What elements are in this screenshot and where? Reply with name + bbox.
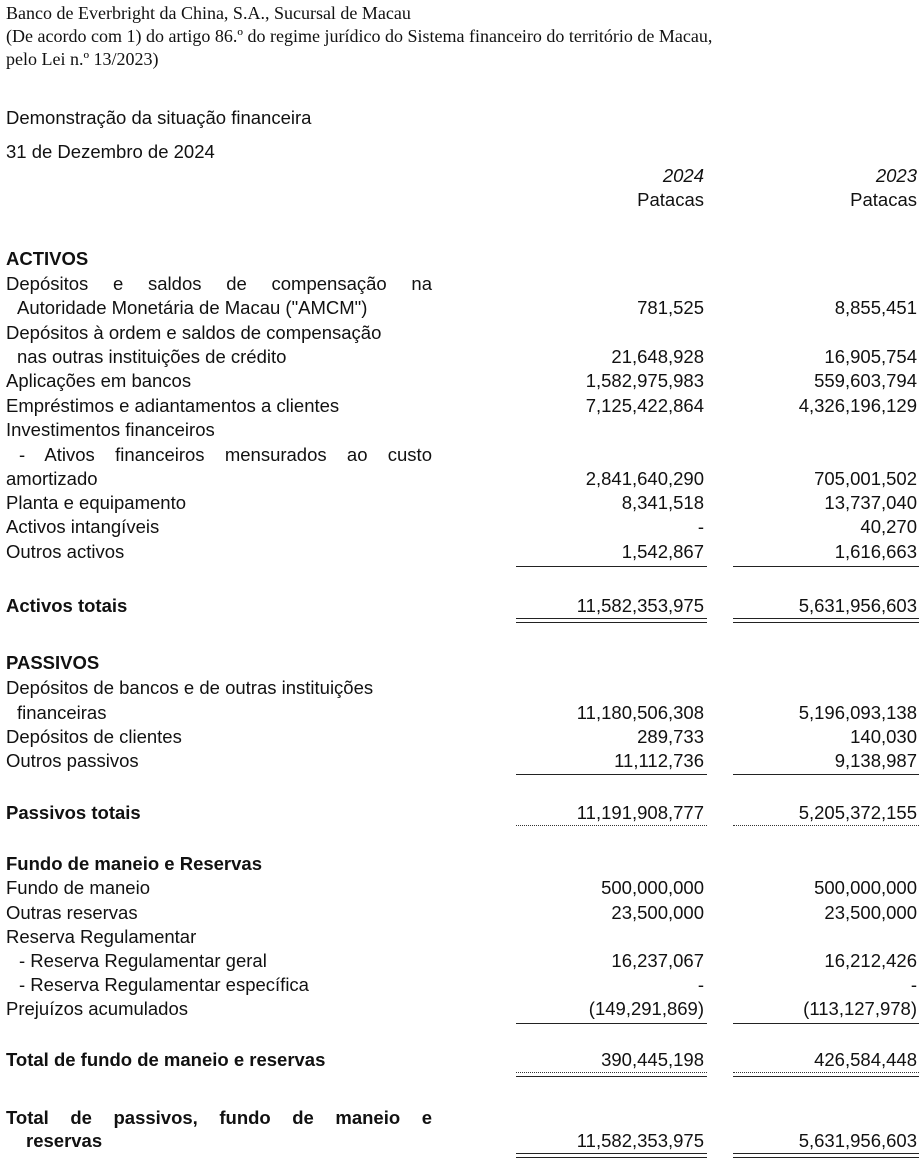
row-other-reserves-2024: 23,500,000	[611, 902, 704, 923]
row-working-fund-label: Fundo de maneio	[6, 877, 150, 898]
row-loans-label: Empréstimos e adiantamentos a clientes	[6, 395, 340, 416]
total-dotted-rule-2023	[733, 825, 919, 826]
total-liabilities-2024: 11,191,908,777	[576, 802, 704, 823]
total-double-rule-2023	[733, 1072, 919, 1077]
total-assets-label: Activos totais	[6, 595, 128, 616]
total-assets-2024: 11,582,353,975	[576, 595, 704, 616]
row-bank-placements-2024: 1,582,975,983	[585, 370, 704, 391]
document-header	[6, 2, 906, 71]
row-loans-2023: 4,326,196,129	[798, 395, 917, 416]
row-other-assets-label: Outros activos	[6, 541, 125, 562]
total-liabilities-2023: 5,205,372,155	[798, 802, 917, 823]
grand-total-2023: 5,631,956,603	[798, 1130, 917, 1151]
total-dotted-rule-2024	[516, 825, 707, 826]
subtotal-rule-2023	[733, 1023, 919, 1024]
row-general-reserve-label: - Reserva Regulamentar geral	[19, 950, 267, 971]
row-amortized-cost-2024: 2,841,640,290	[585, 468, 704, 489]
row-customer-deposits-label: Depósitos de clientes	[6, 726, 182, 747]
total-liabilities-label: Passivos totais	[6, 802, 141, 823]
row-amcm-2024: 781,525	[637, 297, 704, 318]
row-accumulated-losses-2024: (149,291,869)	[588, 998, 704, 1019]
total-double-rule-2023	[733, 618, 919, 623]
total-double-rule-2024	[516, 618, 707, 623]
liabilities-heading: PASSIVOS	[6, 652, 100, 673]
total-funds-2024: 390,445,198	[601, 1049, 704, 1070]
row-bank-deposits-label-1: Depósitos de bancos e de outras instituições	[6, 677, 374, 698]
legal-reference-line-2: pelo Lei n.º 13/2023)	[6, 49, 159, 69]
row-regulatory-reserve-label: Reserva Regulamentar	[6, 926, 197, 947]
row-plant-equipment-2024: 8,341,518	[621, 492, 704, 513]
row-other-assets-2023: 1,616,663	[834, 541, 917, 562]
row-other-liabilities-label: Outros passivos	[6, 750, 139, 771]
row-demand-deposits-label-1: Depósitos à ordem e saldos de compensação	[6, 322, 382, 343]
column-unit-2023: Patacas	[850, 189, 917, 210]
grand-total-double-rule-2023	[733, 1153, 919, 1158]
row-amortized-cost-label-2: amortizado	[6, 468, 98, 489]
row-customer-deposits-2024: 289,733	[637, 726, 704, 747]
row-other-reserves-label: Outras reservas	[6, 902, 138, 923]
column-unit-2024: Patacas	[637, 189, 704, 210]
row-demand-deposits-2023: 16,905,754	[824, 346, 917, 367]
row-demand-deposits-label-2: nas outras instituições de crédito	[17, 346, 287, 367]
row-amcm-label-2: Autoridade Monetária de Macau ("AMCM")	[17, 297, 368, 318]
row-intangibles-2023: 40,270	[860, 516, 917, 537]
row-specific-reserve-label: - Reserva Regulamentar específica	[19, 974, 309, 995]
legal-reference-line-1: (De acordo com 1) do artigo 86.º do regime jurídico do Sistema financeiro do território de Macau,	[6, 26, 713, 46]
row-amortized-cost-label-1: - Ativos financeiros mensurados ao custo	[19, 444, 432, 465]
row-plant-equipment-2023: 13,737,040	[824, 492, 917, 513]
row-other-reserves-2023: 23,500,000	[824, 902, 917, 923]
row-other-liabilities-2024: 11,112,736	[614, 750, 704, 771]
statement-title: Demonstração da situação financeira	[6, 107, 312, 128]
bank-name: Banco de Everbright da China, S.A., Sucursal de Macau	[6, 3, 411, 23]
row-accumulated-losses-2023: (113,127,978)	[803, 998, 917, 1019]
row-intangibles-label: Activos intangíveis	[6, 516, 160, 537]
total-assets-2023: 5,631,956,603	[798, 595, 917, 616]
total-double-rule-2024	[516, 1072, 707, 1077]
row-general-reserve-2024: 16,237,067	[611, 950, 704, 971]
row-bank-placements-label: Aplicações em bancos	[6, 370, 192, 391]
row-investments-label: Investimentos financeiros	[6, 419, 215, 440]
row-specific-reserve-2024: -	[697, 974, 704, 995]
row-amcm-2023: 8,855,451	[834, 297, 917, 318]
subtotal-rule-2024	[516, 774, 707, 775]
row-loans-2024: 7,125,422,864	[585, 395, 704, 416]
funds-heading: Fundo de maneio e Reservas	[6, 853, 263, 874]
row-working-fund-2024: 500,000,000	[601, 877, 704, 898]
assets-heading: ACTIVOS	[6, 248, 89, 269]
row-amortized-cost-2023: 705,001,502	[814, 468, 917, 489]
row-bank-deposits-2023: 5,196,093,138	[798, 702, 917, 723]
row-demand-deposits-2024: 21,648,928	[611, 346, 704, 367]
row-amcm-label-1: Depósitos e saldos de compensação na	[6, 273, 432, 294]
subtotal-rule-2024	[516, 566, 707, 567]
row-working-fund-2023: 500,000,000	[814, 877, 917, 898]
subtotal-rule-2023	[733, 566, 919, 567]
row-customer-deposits-2023: 140,030	[850, 726, 917, 747]
row-bank-deposits-2024: 11,180,506,308	[576, 702, 704, 723]
statement-date: 31 de Dezembro de 2024	[6, 141, 215, 162]
total-funds-2023: 426,584,448	[814, 1049, 917, 1070]
grand-total-label-2: reservas	[26, 1130, 103, 1151]
grand-total-label-1: Total de passivos, fundo de maneio e	[6, 1107, 432, 1128]
row-intangibles-2024: -	[697, 516, 704, 537]
total-funds-label: Total de fundo de maneio e reservas	[6, 1049, 326, 1070]
row-other-assets-2024: 1,542,867	[621, 541, 704, 562]
row-general-reserve-2023: 16,212,426	[824, 950, 917, 971]
column-year-2023: 2023	[875, 165, 917, 186]
row-plant-equipment-label: Planta e equipamento	[6, 492, 186, 513]
grand-total-2024: 11,582,353,975	[576, 1130, 704, 1151]
row-bank-deposits-label-2: financeiras	[17, 702, 107, 723]
column-year-2024: 2024	[662, 165, 704, 186]
row-specific-reserve-2023: -	[910, 974, 917, 995]
row-accumulated-losses-label: Prejuízos acumulados	[6, 998, 189, 1019]
row-other-liabilities-2023: 9,138,987	[834, 750, 917, 771]
subtotal-rule-2023	[733, 774, 919, 775]
grand-total-double-rule-2024	[516, 1153, 707, 1158]
subtotal-rule-2024	[516, 1023, 707, 1024]
row-bank-placements-2023: 559,603,794	[814, 370, 917, 391]
